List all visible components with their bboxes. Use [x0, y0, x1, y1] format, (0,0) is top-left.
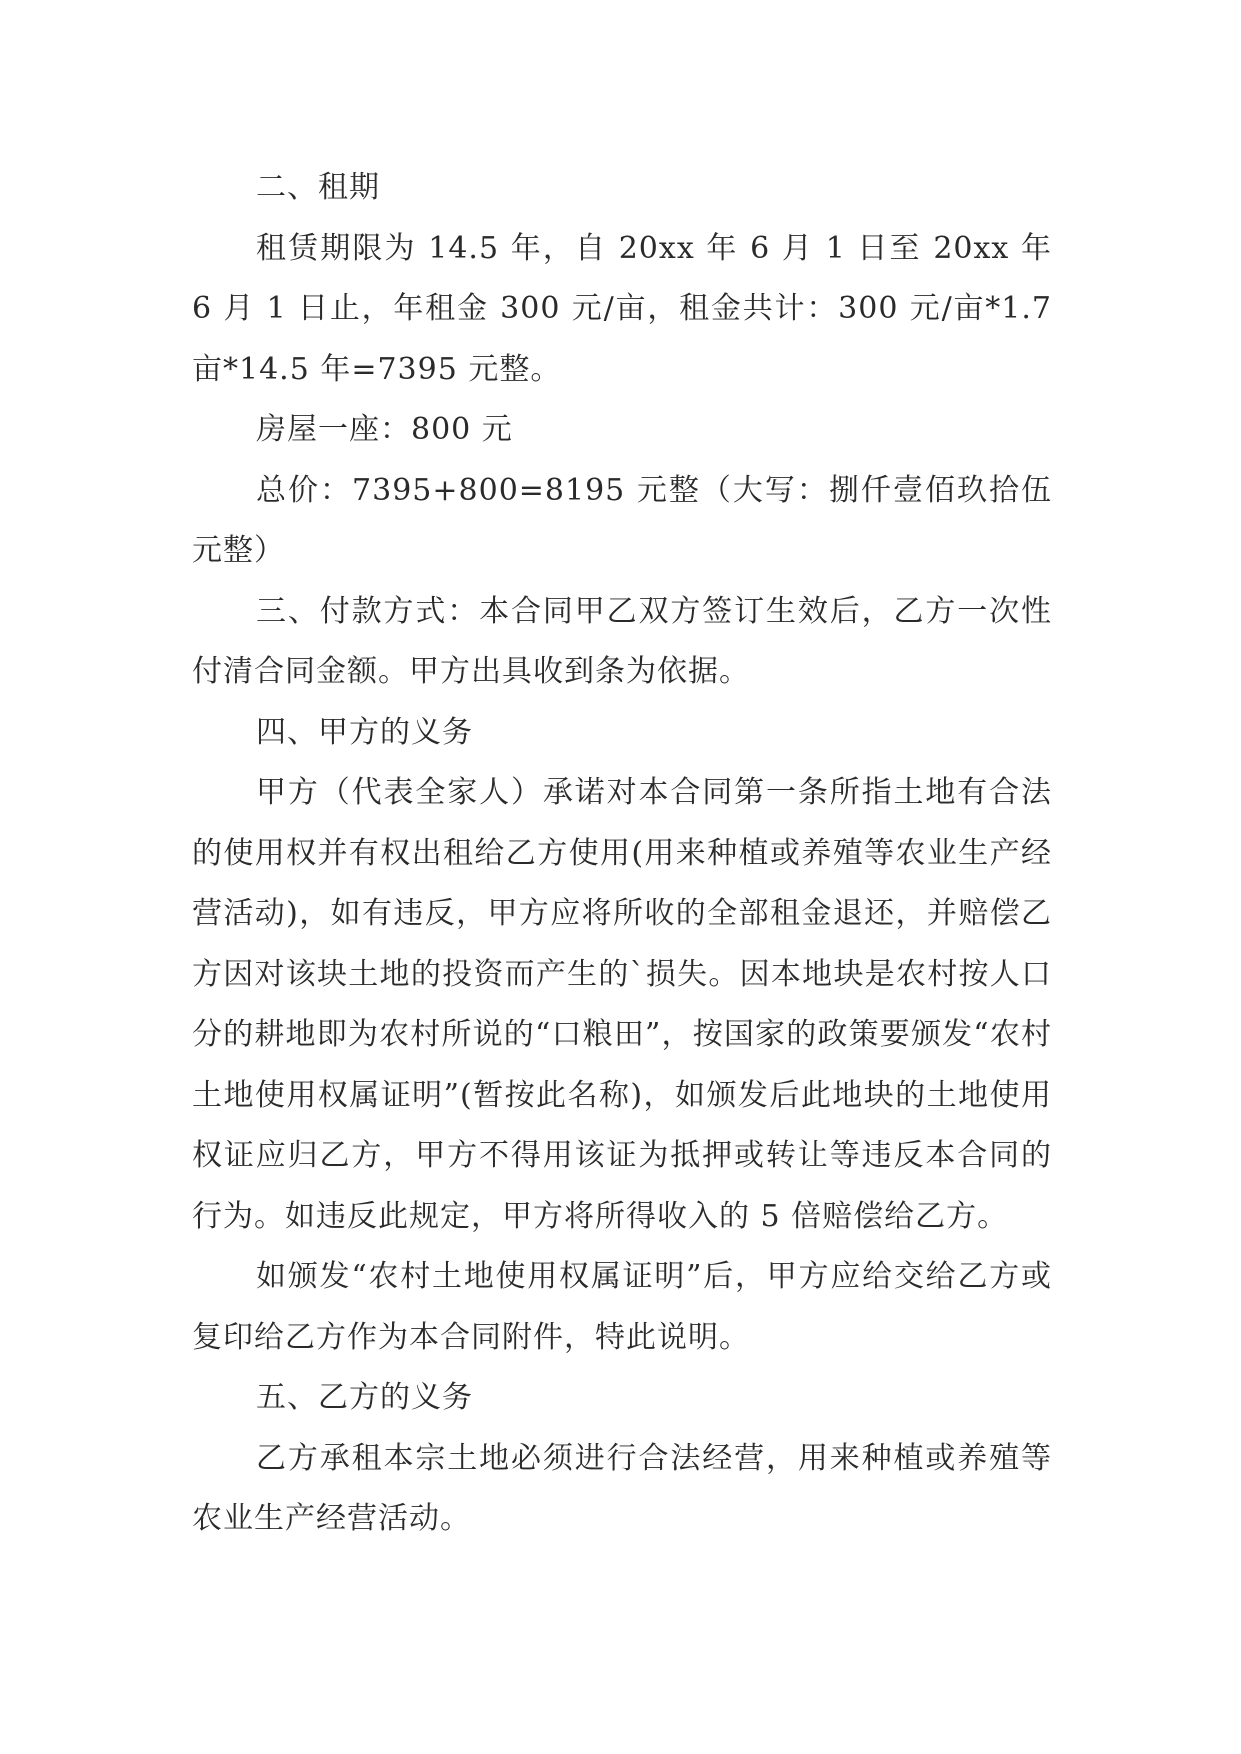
- paragraph-party-b-obligations: 乙方承租本宗土地必须进行合法经营，用来种植或养殖等农业生产经营活动。: [192, 1440, 1052, 1536]
- paragraph-house-price: 房屋一座：800 元: [256, 412, 513, 447]
- paragraph-party-a-obligations: 甲方（代表全家人）承诺对本合同第一条所指土地有合法的使用权并有权出租给乙方使用(用来种植或养殖等农业生产经营活动)，如有违反，甲方应将所收的全部租金退还，并赔偿乙方因对该块土地的投资而产生的`损失。因本地块是农村按人口分的耕地即为农村所说的“口粮田”，按国家的政策要颁发“农村土地使用权属证明”(暂按此名称)，如颁发后此地块的土地使用权证应归乙方，甲方不得用该证为抵押或转让等违反本合同的行为。如违反此规定，甲方将所得收入的 5 倍赔偿给乙方。: [192, 775, 1052, 1234]
- section-heading-party-b-obligations: 五、乙方的义务: [256, 1380, 473, 1415]
- paragraph-payment-method: 三、付款方式：本合同甲乙双方签订生效后，乙方一次性付清合同金额。甲方出具收到条为依据。: [192, 593, 1052, 689]
- paragraph-lease-term-details: 租赁期限为 14.5 年，自 20xx 年 6 月 1 日至 20xx 年 6 月 1 日止，年租金 300 元/亩，租金共计：300 元/亩*1.7 亩*14.5 年=7395 元整。: [192, 230, 1052, 387]
- document-body: [192, 158, 1052, 1550]
- section-heading-party-a-obligations: 四、甲方的义务: [256, 714, 473, 750]
- section-heading-lease-term: 二、租期: [256, 170, 380, 205]
- paragraph-total-price: 总价：7395+800=8195 元整（大写：捌仟壹佰玖拾伍元整）: [192, 472, 1052, 568]
- paragraph-certificate-note: 如颁发“农村土地使用权属证明”后，甲方应给交给乙方或复印给乙方作为本合同附件，特此说明。: [192, 1259, 1052, 1355]
